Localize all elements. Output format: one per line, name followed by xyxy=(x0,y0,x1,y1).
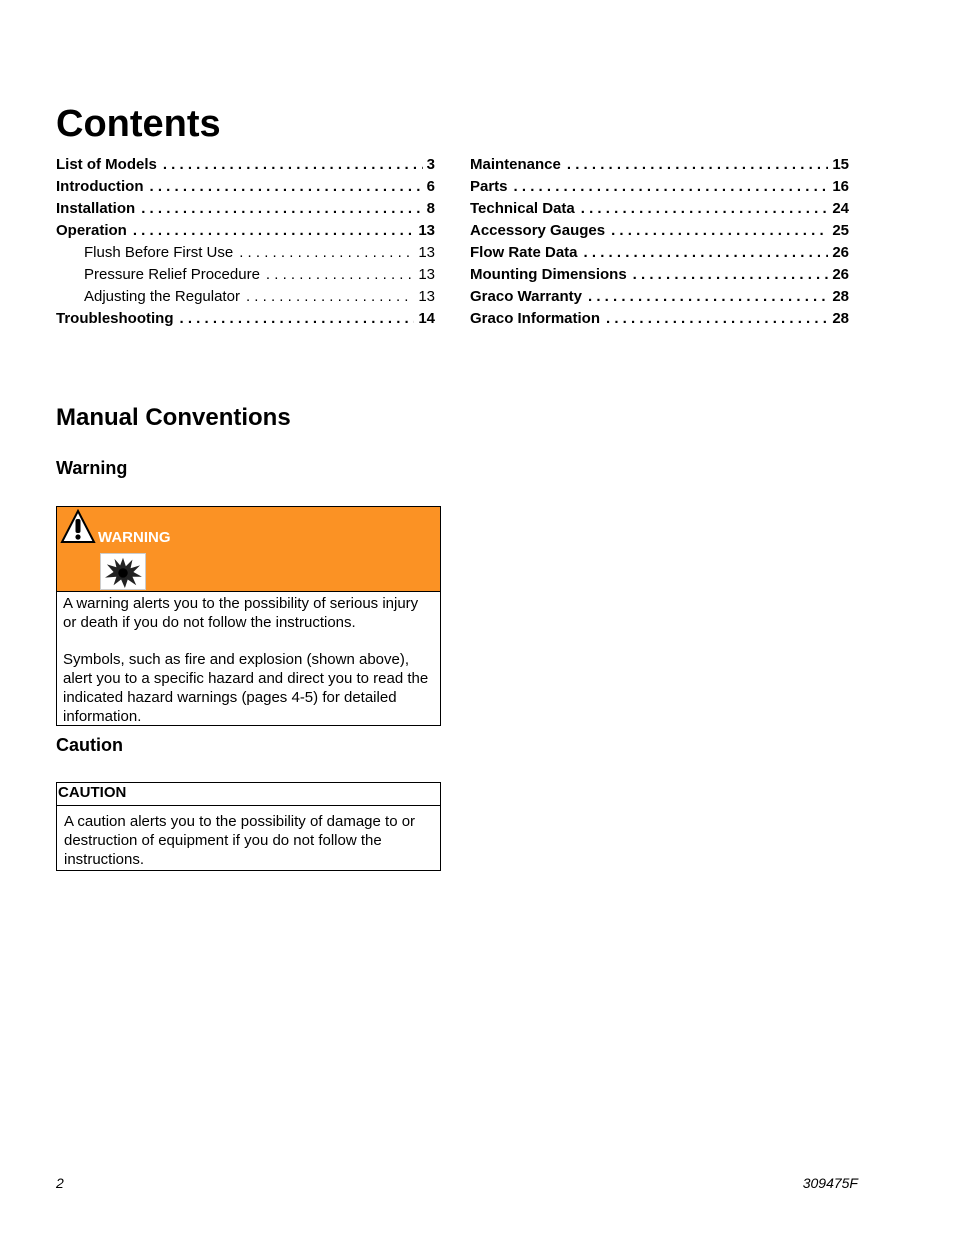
toc-leader-dots xyxy=(133,220,414,242)
toc-entry-page: 6 xyxy=(426,178,435,195)
toc-entry-page: 13 xyxy=(418,266,435,283)
toc-leader-dots xyxy=(246,286,414,308)
toc-entry[interactable] xyxy=(470,176,849,198)
footer-page-number: 2 xyxy=(56,1175,64,1191)
toc-entry-page: 13 xyxy=(418,222,435,239)
toc-entry-page: 15 xyxy=(832,156,849,173)
toc-leader-dots xyxy=(149,176,422,198)
toc-leader-dots xyxy=(588,286,828,308)
toc-entry[interactable] xyxy=(56,154,435,176)
toc-leader-dots xyxy=(611,220,828,242)
warning-heading: Warning xyxy=(56,458,128,478)
toc-subentry[interactable] xyxy=(56,286,435,308)
toc-entry-page: 16 xyxy=(832,178,849,195)
toc-subentry[interactable] xyxy=(56,242,435,264)
toc-entry[interactable] xyxy=(56,220,435,242)
toc-leader-dots xyxy=(239,242,414,264)
toc-entry-label: Installation xyxy=(56,200,136,217)
page-title: Contents xyxy=(56,103,221,145)
toc-entry-page: 26 xyxy=(832,266,849,283)
warning-triangle-icon xyxy=(60,509,96,545)
caution-heading: Caution xyxy=(56,735,123,755)
warning-paragraph: Symbols, such as fire and explosion (shown above), alert you to a specific hazard and direct you to read the indicated hazard warnings (pages 4-5) for detailed information. xyxy=(63,651,429,725)
toc-entry-page: 28 xyxy=(832,310,849,327)
toc-leader-dots xyxy=(141,198,422,220)
toc-entry-label: Parts xyxy=(470,178,508,195)
toc-leader-dots xyxy=(266,264,414,286)
toc-entry-label: Adjusting the Regulator xyxy=(84,288,240,305)
toc-leader-dots xyxy=(584,242,829,264)
toc-leader-dots xyxy=(581,198,829,220)
toc-left-column xyxy=(56,154,435,330)
caution-label: CAUTION xyxy=(58,784,127,801)
caution-paragraph: A caution alerts you to the possibility of damage to or destruction of equipment if you do not follow the instructions. xyxy=(64,813,416,868)
caution-box-header xyxy=(57,783,440,806)
toc-entry-page: 13 xyxy=(418,288,435,305)
toc-right-column xyxy=(470,154,849,330)
toc-entry-page: 26 xyxy=(832,244,849,261)
toc-entry[interactable] xyxy=(470,198,849,220)
toc-entry-page: 25 xyxy=(832,222,849,239)
toc-entry-label: Pressure Relief Procedure xyxy=(84,266,260,283)
toc-leader-dots xyxy=(180,308,415,330)
toc-entry-label: Flow Rate Data xyxy=(470,244,578,261)
toc-entry-label: Operation xyxy=(56,222,127,239)
toc-entry[interactable] xyxy=(56,176,435,198)
toc-entry-label: Flush Before First Use xyxy=(84,244,234,261)
toc-entry-label: Technical Data xyxy=(470,200,575,217)
toc-subentry[interactable] xyxy=(56,264,435,286)
toc-entry-page: 8 xyxy=(426,200,435,217)
toc-entry[interactable] xyxy=(470,308,849,330)
toc-entry[interactable] xyxy=(470,242,849,264)
toc-entry-page: 14 xyxy=(418,310,435,327)
toc-entry[interactable] xyxy=(56,308,435,330)
toc-entry-label: Maintenance xyxy=(470,156,561,173)
toc-entry-page: 24 xyxy=(832,200,849,217)
warning-paragraph: A warning alerts you to the possibility of serious injury or death if you do not follow the instructions. xyxy=(63,595,419,631)
manual-conventions-heading: Manual Conventions xyxy=(56,404,291,431)
toc-entry[interactable] xyxy=(470,154,849,176)
warning-label: WARNING xyxy=(98,529,171,546)
toc-leader-dots xyxy=(633,264,829,286)
toc-entry-page: 13 xyxy=(418,244,435,261)
toc-entry[interactable] xyxy=(470,264,849,286)
toc-entry-label: Graco Warranty xyxy=(470,288,582,305)
toc-entry-label: List of Models xyxy=(56,156,157,173)
toc-leader-dots xyxy=(606,308,828,330)
footer-doc-number: 309475F xyxy=(802,1175,858,1191)
caution-box xyxy=(56,782,441,871)
explosion-icon xyxy=(100,553,146,590)
warning-box-header xyxy=(57,507,440,592)
toc-entry-label: Mounting Dimensions xyxy=(470,266,627,283)
toc-leader-dots xyxy=(514,176,829,198)
warning-box xyxy=(56,506,441,726)
toc-leader-dots xyxy=(567,154,828,176)
toc-entry[interactable] xyxy=(56,198,435,220)
toc-entry[interactable] xyxy=(470,220,849,242)
toc-entry[interactable] xyxy=(470,286,849,308)
toc-entry-label: Graco Information xyxy=(470,310,601,327)
toc-entry-label: Introduction xyxy=(56,178,144,195)
toc-entry-page: 28 xyxy=(832,288,849,305)
toc-entry-label: Accessory Gauges xyxy=(470,222,606,239)
toc-entry-page: 3 xyxy=(426,156,435,173)
toc-entry-label: Troubleshooting xyxy=(56,310,174,327)
toc-leader-dots xyxy=(163,154,423,176)
